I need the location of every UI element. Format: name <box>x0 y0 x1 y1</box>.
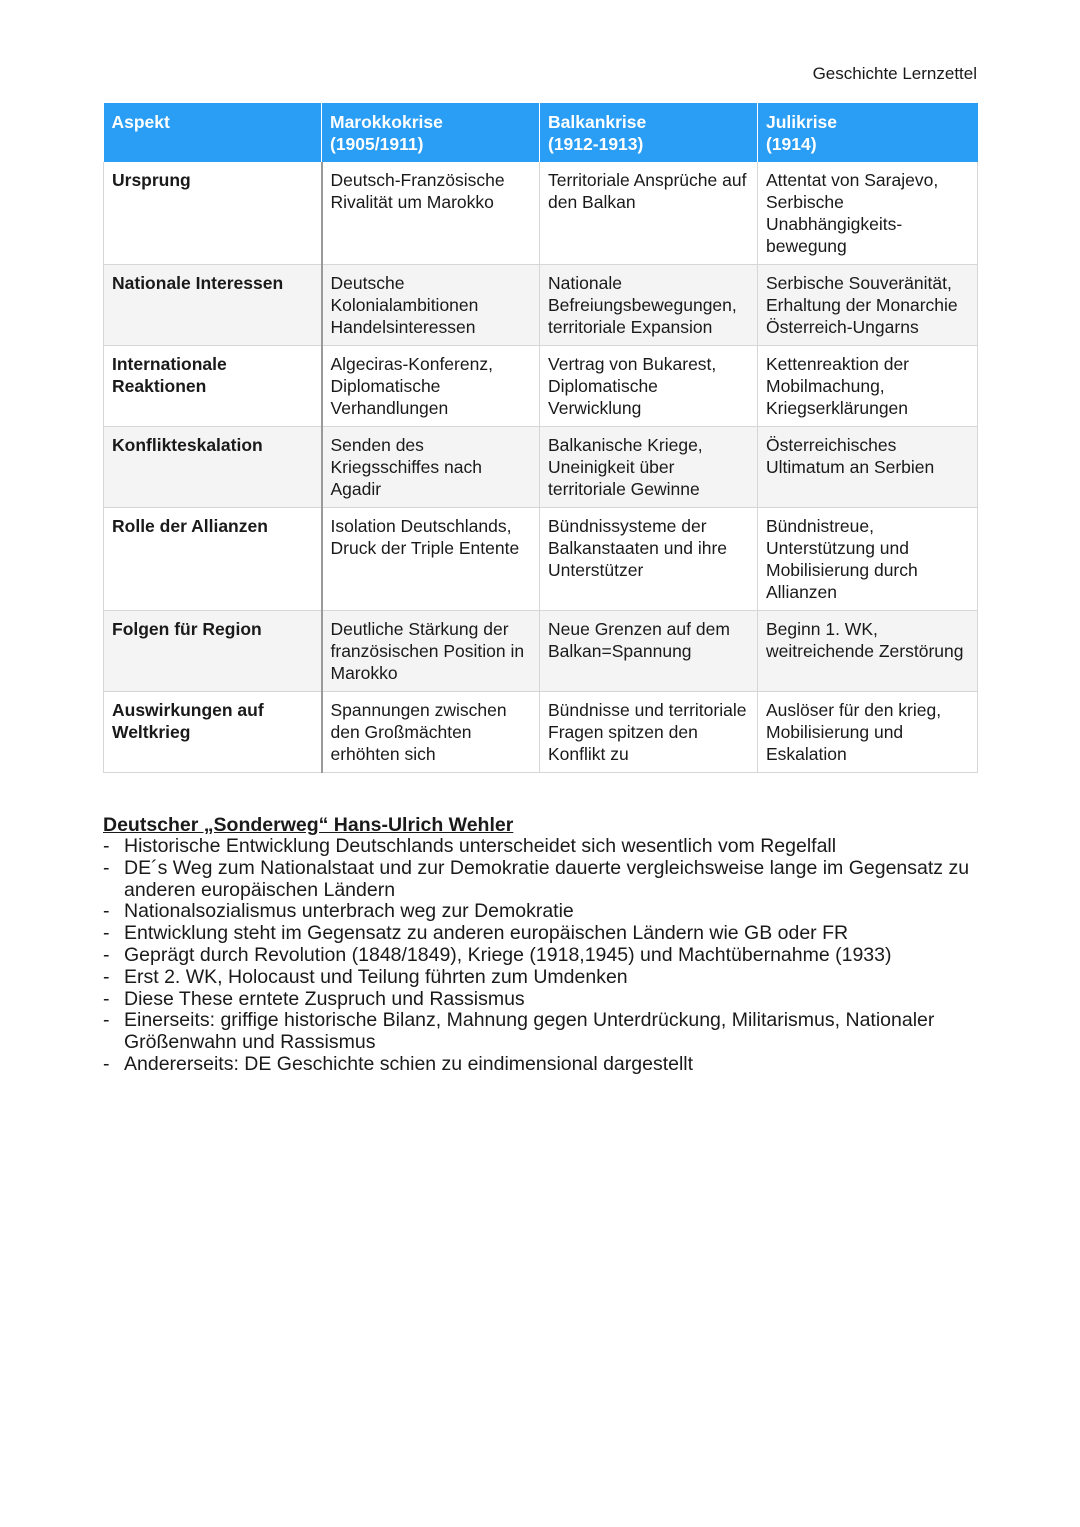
table-row <box>104 508 978 611</box>
table-row <box>104 162 978 265</box>
table-cell: Österreichisches Ultimatum an Serbien <box>758 427 978 508</box>
row-label: Ursprung <box>104 162 322 265</box>
table-cell: Bündnissysteme der Balkanstaaten und ihre Unterstützer <box>540 508 758 611</box>
table-row <box>104 692 978 773</box>
table-cell: Deutsch-Französische Rivalität um Marokko <box>322 162 540 265</box>
table-cell: Isolation Deutschlands, Druck der Triple Entente <box>322 508 540 611</box>
column-header-aspekt: Aspekt <box>104 103 322 162</box>
table-row <box>104 427 978 508</box>
table-cell: Bündnisse und territoriale Fragen spitzen den Konflikt zu <box>540 692 758 773</box>
list-item: - Historische Entwicklung Deutschlands unterscheidet sich wesentlich vom Regelfall <box>103 836 983 858</box>
column-header-julikrise: Julikrise (1914) <box>758 103 978 162</box>
sonderweg-section <box>103 814 983 1076</box>
list-item: - DE´s Weg zum Nationalstaat und zur Demokratie dauerte vergleichsweise lange im Gegensatz zu anderen europäischen Ländern <box>103 858 983 902</box>
table-cell: Bündnistreue, Unterstützung und Mobilisierung durch Allianzen <box>758 508 978 611</box>
table-row <box>104 265 978 346</box>
table-cell: Beginn 1. WK, weitreichende Zerstörung <box>758 611 978 692</box>
list-item: - Andererseits: DE Geschichte schien zu eindimensional dargestellt <box>103 1054 983 1076</box>
list-item: - Entwicklung steht im Gegensatz zu anderen europäischen Ländern wie GB oder FR <box>103 923 983 945</box>
table-cell: Auslöser für den krieg, Mobilisierung und Eskalation <box>758 692 978 773</box>
table-header-row <box>104 103 978 162</box>
list-item: - Diese These erntete Zuspruch und Rassismus <box>103 989 983 1011</box>
table-row <box>104 611 978 692</box>
column-header-balkankrise: Balkankrise (1912-1913) <box>540 103 758 162</box>
table-cell: Spannungen zwischen den Großmächten erhöhten sich <box>322 692 540 773</box>
table-cell: Neue Grenzen auf dem Balkan=Spannung <box>540 611 758 692</box>
list-item: - Einerseits: griffige historische Bilanz, Mahnung gegen Unterdrückung, Militarismus, Nationaler Größenwahn und Rassismus <box>103 1010 983 1054</box>
table-cell: Vertrag von Bukarest, Diplomatische Verwicklung <box>540 346 758 427</box>
table-cell: Senden des Kriegsschiffes nach Agadir <box>322 427 540 508</box>
table-cell: Serbische Souveränität, Erhaltung der Monarchie Österreich-Ungarns <box>758 265 978 346</box>
table-cell: Nationale Befreiungsbewegungen, territoriale Expansion <box>540 265 758 346</box>
list-item: - Nationalsozialismus unterbrach weg zur Demokratie <box>103 901 983 923</box>
table-cell: Algeciras-Konferenz, Diplomatische Verhandlungen <box>322 346 540 427</box>
table-cell: Balkanische Kriege, Uneinigkeit über territoriale Gewinne <box>540 427 758 508</box>
table-cell: Deutliche Stärkung der französischen Position in Marokko <box>322 611 540 692</box>
table-cell: Territoriale Ansprüche auf den Balkan <box>540 162 758 265</box>
row-label: Internationale Reaktionen <box>104 346 322 427</box>
column-header-marokkokrise: Marokkokrise (1905/1911) <box>322 103 540 162</box>
list-item: - Erst 2. WK, Holocaust und Teilung führten zum Umdenken <box>103 967 983 989</box>
row-label: Auswirkungen auf Weltkrieg <box>104 692 322 773</box>
table-cell: Kettenreaktion der Mobilmachung, Kriegserklärungen <box>758 346 978 427</box>
row-label: Konflikteskalation <box>104 427 322 508</box>
list-item: - Geprägt durch Revolution (1848/1849), Kriege (1918,1945) und Machtübernahme (1933) <box>103 945 983 967</box>
table-row <box>104 346 978 427</box>
row-label: Folgen für Region <box>104 611 322 692</box>
table-cell: Deutsche Kolonialambitionen Handelsinteressen <box>322 265 540 346</box>
section-title: Deutscher „Sonderweg“ Hans-Ulrich Wehler <box>103 814 514 836</box>
document-header: Geschichte Lernzettel <box>812 64 977 83</box>
table-cell: Attentat von Sarajevo, Serbische Unabhängigkeits-bewegung <box>758 162 978 265</box>
crisis-comparison-table <box>103 103 978 773</box>
row-label: Rolle der Allianzen <box>104 508 322 611</box>
bullet-list <box>103 836 983 1076</box>
row-label: Nationale Interessen <box>104 265 322 346</box>
